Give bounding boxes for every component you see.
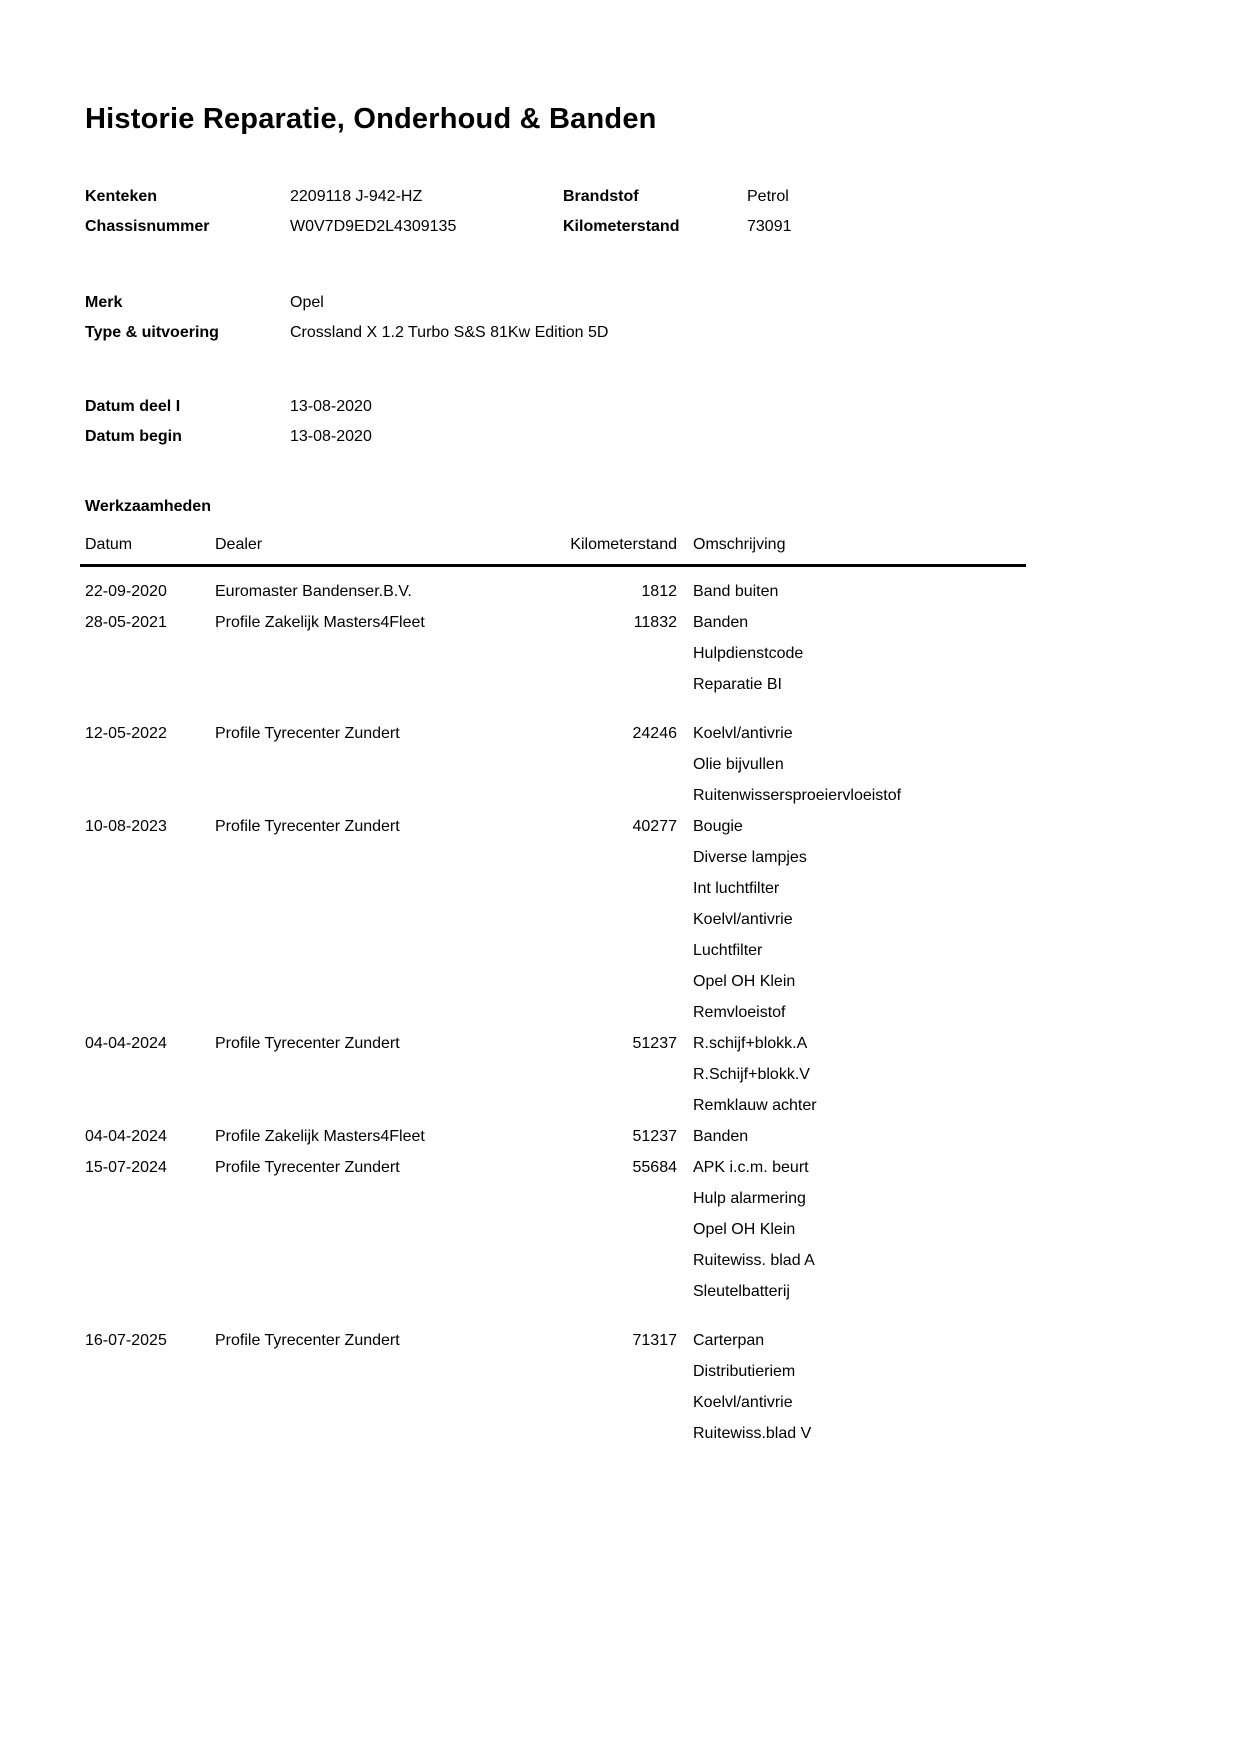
entry-dealer: Profile Zakelijk Masters4Fleet xyxy=(215,1128,425,1145)
entry-date: 04-04-2024 xyxy=(85,1128,167,1145)
entry-item: Reparatie BI xyxy=(693,676,782,693)
entry-date: 16-07-2025 xyxy=(85,1332,167,1349)
worklog-header-row xyxy=(80,529,1026,567)
entry-km: 1812 xyxy=(641,583,677,600)
entry-dealer: Profile Tyrecenter Zundert xyxy=(215,818,400,835)
entry-item: R.schijf+blokk.A xyxy=(693,1035,808,1052)
table-row xyxy=(80,1121,1026,1152)
table-row xyxy=(80,1028,1026,1121)
entry-item: Remklauw achter xyxy=(693,1097,817,1114)
entry-omschrijving xyxy=(677,811,1026,1028)
entry-dealer: Euromaster Bandenser.B.V. xyxy=(215,583,412,600)
entry-item: Hulp alarmering xyxy=(693,1190,806,1207)
entry-dealer: Profile Tyrecenter Zundert xyxy=(215,1332,400,1349)
merk-value: Opel xyxy=(290,294,324,311)
entry-dealer: Profile Tyrecenter Zundert xyxy=(215,725,400,742)
entry-item: Luchtfilter xyxy=(693,942,763,959)
entry-km: 24246 xyxy=(632,725,677,742)
brandstof-value: Petrol xyxy=(747,188,789,205)
merk-label: Merk xyxy=(85,294,123,311)
entry-item: Banden xyxy=(693,1128,749,1145)
column-header-omschrijving: Omschrijving xyxy=(693,536,786,553)
entry-item: Int luchtfilter xyxy=(693,880,780,897)
entry-item: Sleutelbatterij xyxy=(693,1283,790,1300)
entry-km: 55684 xyxy=(632,1159,677,1176)
entry-item: Diverse lampjes xyxy=(693,849,807,866)
column-header-datum: Datum xyxy=(85,536,133,553)
entry-item: Koelvl/antivrie xyxy=(693,1394,793,1411)
kenteken-label: Kenteken xyxy=(85,188,158,205)
entry-item: Hulpdienstcode xyxy=(693,645,804,662)
entry-dealer: Profile Zakelijk Masters4Fleet xyxy=(215,614,425,631)
chassisnummer-label: Chassisnummer xyxy=(85,218,210,235)
datum-deel-label: Datum deel I xyxy=(85,398,181,415)
entry-dealer: Profile Tyrecenter Zundert xyxy=(215,1159,400,1176)
kilometerstand-label: Kilometerstand xyxy=(563,218,680,235)
entry-date: 10-08-2023 xyxy=(85,818,167,835)
entry-omschrijving xyxy=(677,576,1026,607)
worklog-entries xyxy=(80,567,1026,1449)
entry-item: Distributieriem xyxy=(693,1363,796,1380)
table-row xyxy=(80,1325,1026,1449)
type-uitvoering-label: Type & uitvoering xyxy=(85,324,219,341)
column-header-dealer: Dealer xyxy=(215,536,263,553)
entry-item: APK i.c.m. beurt xyxy=(693,1159,809,1176)
datum-begin-value: 13-08-2020 xyxy=(290,428,372,445)
entry-omschrijving xyxy=(677,1028,1026,1121)
table-row xyxy=(80,811,1026,1028)
entry-item: Opel OH Klein xyxy=(693,1221,796,1238)
entry-item: R.Schijf+blokk.V xyxy=(693,1066,810,1083)
entry-item: Banden xyxy=(693,614,749,631)
page-title: Historie Reparatie, Onderhoud & Banden xyxy=(85,103,657,135)
entry-date: 15-07-2024 xyxy=(85,1159,167,1176)
entry-item: Koelvl/antivrie xyxy=(693,911,793,928)
entry-dealer: Profile Tyrecenter Zundert xyxy=(215,1035,400,1052)
entry-omschrijving xyxy=(677,1152,1026,1307)
worklog-table xyxy=(80,529,1026,1449)
table-row xyxy=(80,1152,1026,1307)
entry-item: Band buiten xyxy=(693,583,779,600)
worklog-section-title: Werkzaamheden xyxy=(85,498,211,515)
kenteken-value: 2209118 J-942-HZ xyxy=(290,188,423,205)
entry-item: Opel OH Klein xyxy=(693,973,796,990)
entry-item: Koelvl/antivrie xyxy=(693,725,793,742)
entry-date: 28-05-2021 xyxy=(85,614,167,631)
entry-item: Ruitewiss. blad A xyxy=(693,1252,815,1269)
table-row xyxy=(80,718,1026,811)
brandstof-label: Brandstof xyxy=(563,188,639,205)
vehicle-id-section xyxy=(85,182,1156,242)
entry-item: Ruitewiss.blad V xyxy=(693,1425,812,1442)
chassisnummer-value: W0V7D9ED2L4309135 xyxy=(290,218,457,235)
entry-omschrijving xyxy=(677,607,1026,700)
table-row xyxy=(80,607,1026,700)
column-header-kilometerstand: Kilometerstand xyxy=(570,536,677,553)
entry-km: 11832 xyxy=(633,614,677,631)
table-row xyxy=(80,576,1026,607)
kilometerstand-value: 73091 xyxy=(747,218,792,235)
dates-section xyxy=(85,392,1156,452)
datum-begin-label: Datum begin xyxy=(85,428,182,445)
entry-item: Carterpan xyxy=(693,1332,765,1349)
entry-omschrijving xyxy=(677,718,1026,811)
entry-item: Ruitenwissersproeiervloeistof xyxy=(693,787,902,804)
entry-omschrijving xyxy=(677,1325,1026,1449)
entry-omschrijving xyxy=(677,1121,1026,1152)
entry-km: 51237 xyxy=(632,1128,677,1145)
vehicle-make-section xyxy=(85,288,1156,348)
entry-date: 22-09-2020 xyxy=(85,583,167,600)
entry-date: 04-04-2024 xyxy=(85,1035,167,1052)
entry-item: Olie bijvullen xyxy=(693,756,784,773)
datum-deel-value: 13-08-2020 xyxy=(290,398,372,415)
entry-km: 51237 xyxy=(632,1035,677,1052)
entry-km: 40277 xyxy=(632,818,677,835)
entry-km: 71317 xyxy=(632,1332,677,1349)
entry-item: Bougie xyxy=(693,818,743,835)
type-uitvoering-value: Crossland X 1.2 Turbo S&S 81Kw Edition 5D xyxy=(290,324,609,341)
entry-item: Remvloeistof xyxy=(693,1004,786,1021)
entry-date: 12-05-2022 xyxy=(85,725,167,742)
